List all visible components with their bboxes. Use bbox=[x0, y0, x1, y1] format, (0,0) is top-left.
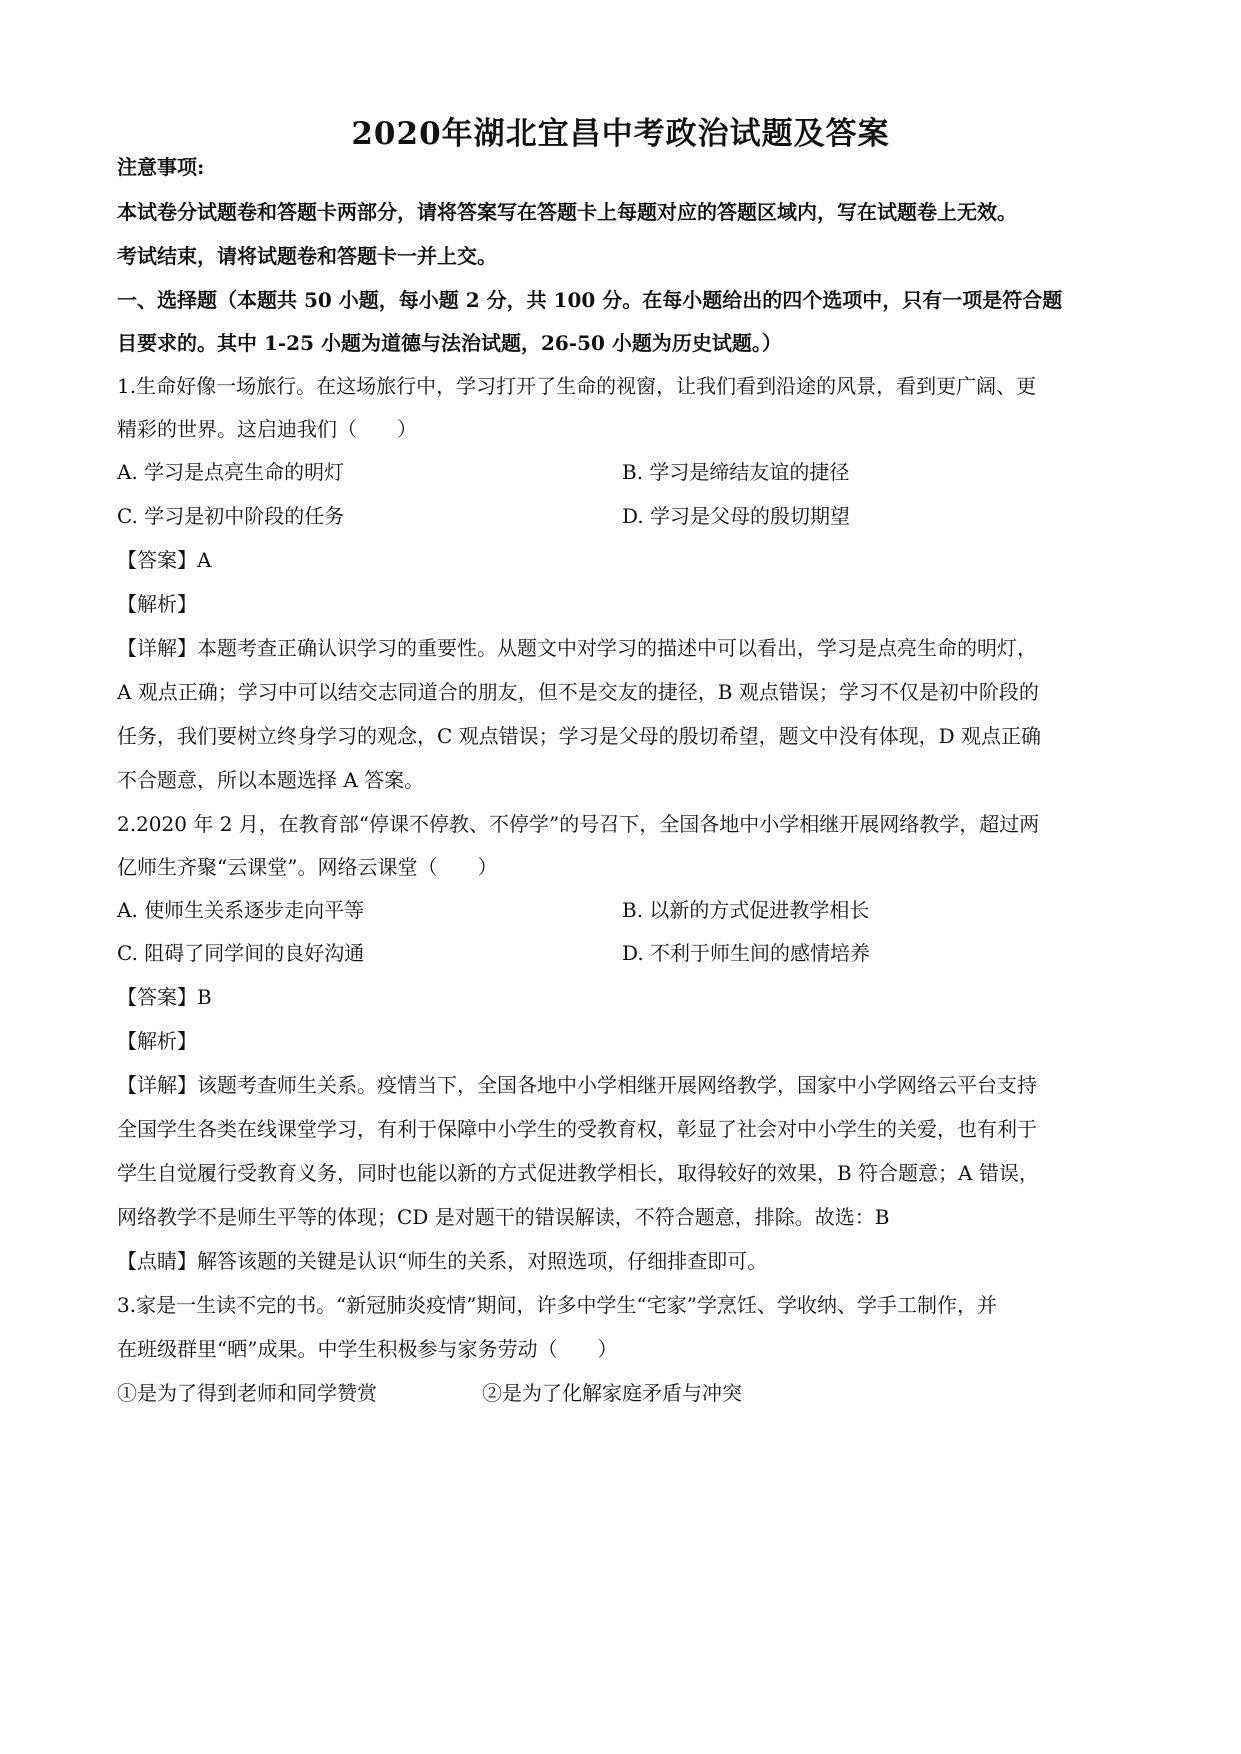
q1-detail-line-2: A 观点正确；学习中可以结交志同道合的朋友，但不是交友的捷径，B 观点错误；学习不仅是初中阶段的 bbox=[117, 680, 1039, 704]
q3-stem-line-2: 在班级群里“晒”成果。中学生积极参与家务劳动（ ） bbox=[117, 1337, 618, 1361]
q2-detail-line-1: 【详解】该题考查师生关系。疫情当下，全国各地中小学相继开展网络教学，国家中小学网络云平台支持 bbox=[117, 1073, 1037, 1097]
q1-option-b: B. 学习是缔结友谊的捷径 bbox=[622, 460, 850, 484]
q1-detail-line-1: 【详解】本题考查正确认识学习的重要性。从题文中对学习的描述中可以看出，学习是点亮生命的明灯， bbox=[117, 636, 1037, 660]
q2-stem-line-2: 亿师生齐聚“云课堂”。网络云课堂（ ） bbox=[117, 855, 498, 879]
q3-stem-line-1: 3.家是一生读不完的书。“新冠肺炎疫情”期间，许多中学生“宅家”学烹饪、学收纳、学手工制作，并 bbox=[117, 1293, 997, 1317]
q2-stem-line-1: 2.2020 年 2 月，在教育部“停课不停教、不停学”的号召下，全国各地中小学相继开展网络教学，超过两 bbox=[117, 812, 1040, 836]
q2-dianjing: 【点睛】解答该题的关键是认识“师生的关系，对照选项，仔细排查即可。 bbox=[117, 1249, 768, 1273]
q1-answer: 【答案】A bbox=[117, 548, 212, 572]
q2-option-d: D. 不利于师生间的感情培养 bbox=[622, 941, 871, 965]
q2-detail-line-4: 网络教学不是师生平等的体现；CD 是对题干的错误解读，不符合题意，排除。故选：B bbox=[117, 1205, 890, 1229]
q1-stem-line-1: 1.生命好像一场旅行。在这场旅行中，学习打开了生命的视窗，让我们看到沿途的风景，看到更广阔、更 bbox=[117, 374, 1037, 398]
q1-detail-line-3: 任务，我们要树立终身学习的观念，C 观点错误；学习是父母的殷切希望，题文中没有体现，D 观点正确 bbox=[117, 724, 1042, 748]
section-heading-line-2: 目要求的。其中 1-25 小题为道德与法治试题，26-50 小题为历史试题。） bbox=[117, 331, 782, 355]
q3-option-2: ②是为了化解家庭矛盾与冲突 bbox=[482, 1381, 742, 1405]
q2-answer: 【答案】B bbox=[117, 985, 212, 1009]
notice-line-1: 本试卷分试题卷和答题卡两部分，请将答案写在答题卡上每题对应的答题区域内，写在试题卷上无效。 bbox=[117, 200, 1017, 224]
q2-detail-line-2: 全国学生各类在线课堂学习，有利于保障中小学生的受教育权，彰显了社会对中小学生的关爱，也有利于 bbox=[117, 1117, 1037, 1141]
q1-stem-line-2: 精彩的世界。这启迪我们（ ） bbox=[117, 417, 417, 441]
q1-option-d: D. 学习是父母的殷切期望 bbox=[622, 504, 851, 528]
q1-analysis-label: 【解析】 bbox=[117, 592, 197, 616]
q2-option-c: C. 阻碍了同学间的良好沟通 bbox=[117, 941, 365, 965]
q2-analysis-label: 【解析】 bbox=[117, 1029, 197, 1053]
q2-option-a: A. 使师生关系逐步走向平等 bbox=[117, 898, 365, 922]
q1-detail-line-4: 不合题意，所以本题选择 A 答案。 bbox=[117, 768, 425, 792]
q1-option-a: A. 学习是点亮生命的明灯 bbox=[117, 460, 345, 484]
q1-option-c: C. 学习是初中阶段的任务 bbox=[117, 504, 345, 528]
q2-option-b: B. 以新的方式促进教学相长 bbox=[622, 898, 870, 922]
q3-option-1: ①是为了得到老师和同学赞赏 bbox=[117, 1381, 377, 1405]
section-heading-line-1: 一、选择题（本题共 50 小题，每小题 2 分，共 100 分。在每小题给出的四个选项中，只有一项是符合题 bbox=[117, 288, 1063, 312]
page-title: 2020年湖北宜昌中考政治试题及答案 bbox=[351, 116, 890, 152]
notice-heading: 注意事项: bbox=[117, 155, 205, 179]
q2-detail-line-3: 学生自觉履行受教育义务，同时也能以新的方式促进教学相长，取得较好的效果，B 符合题意；A 错误， bbox=[117, 1161, 1039, 1185]
notice-line-2: 考试结束，请将试题卷和答题卡一并上交。 bbox=[117, 244, 497, 268]
